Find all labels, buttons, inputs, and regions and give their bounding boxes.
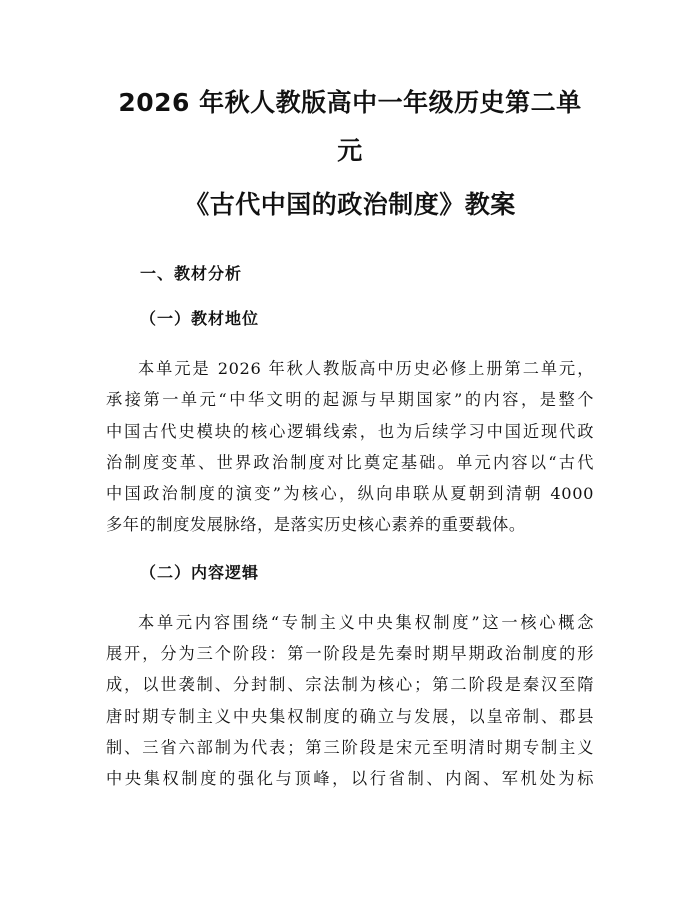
paragraph-line: 多年的制度发展脉络，是落实历史核心素养的重要载体。 [106, 515, 526, 535]
paragraph-line: 中国政治制度的演变”为核心，纵向串联从夏朝到清朝 4000 [106, 484, 594, 504]
subsection-heading-content-logic: （二）内容逻辑 [140, 562, 260, 582]
subsection-heading-textbook-status: （一）教材地位 [140, 309, 260, 328]
paragraph-line: 中央集权制度的强化与顶峰，以行省制、内阁、军机处为标 [106, 769, 594, 789]
paragraph-line: 承接第一单元“中华文明的起源与早期国家”的内容，是整个 [106, 390, 594, 410]
paragraph-line: 唐时期专制主义中央集权制度的确立与发展，以皇帝制、郡县 [106, 706, 594, 726]
paragraph-line: 展开，分为三个阶段：第一阶段是先秦时期早期政治制度的形 [106, 644, 594, 664]
document-title-line-1: 2026 年秋人教版高中一年级历史第二单元 [118, 88, 582, 165]
paragraph-line: 制、三省六部制为代表；第三阶段是宋元至明清时期专制主义 [106, 737, 594, 757]
document-title-line-2: 《古代中国的政治制度》教案 [184, 190, 516, 219]
paragraph-line: 治制度变革、世界政治制度对比奠定基础。单元内容以“古代 [106, 452, 594, 472]
paragraph-line: 本单元内容围绕“专制主义中央集权制度”这一核心概念 [138, 612, 594, 632]
paragraph-textbook-status [106, 353, 594, 541]
paragraph-line: 本单元是 2026 年秋人教版高中历史必修上册第二单元， [138, 359, 594, 378]
paragraph-content-logic [106, 607, 594, 795]
paragraph-line: 成，以世袭制、分封制、宗法制为核心；第二阶段是秦汉至隋 [106, 675, 594, 695]
section-heading-textbook-analysis: 一、教材分析 [140, 264, 243, 283]
paragraph-line: 中国古代史模块的核心逻辑线索，也为后续学习中国近现代政 [106, 421, 594, 441]
